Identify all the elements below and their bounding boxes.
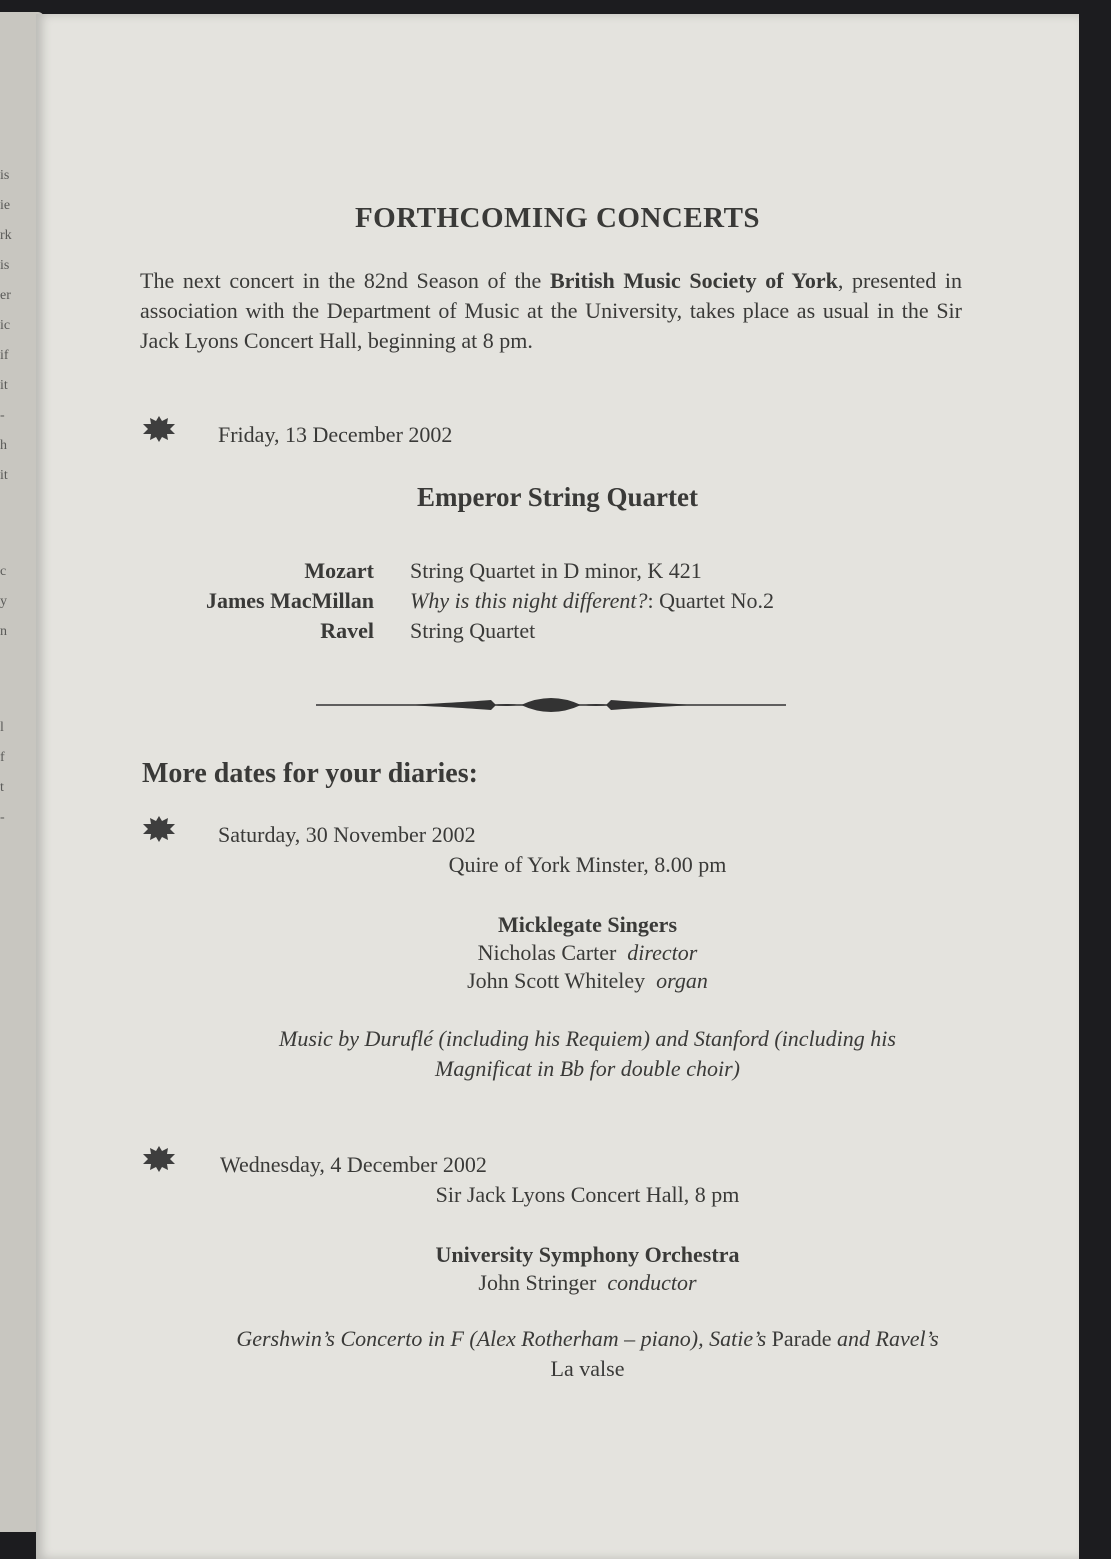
- starburst-bullet-icon: [142, 816, 176, 842]
- event-description: La valse: [550, 1356, 625, 1381]
- event-description: Music by Duruflé (including his Requiem) and Stanford (including his: [279, 1026, 896, 1051]
- page-fragment: it: [0, 378, 8, 393]
- page-fragment: er: [0, 288, 11, 303]
- page-fragment: l: [0, 720, 4, 735]
- page-fragment: ie: [0, 198, 11, 213]
- event-date: Saturday, 30 November 2002: [218, 822, 476, 847]
- page-fragment: n: [0, 624, 7, 639]
- page-fragment: -: [0, 810, 5, 825]
- page-fragment: ic: [0, 318, 11, 333]
- page-fragment: c: [0, 564, 7, 579]
- starburst-bullet-icon: [142, 1146, 176, 1172]
- page-fragment: if: [0, 348, 9, 363]
- intro-text-rest: , presented in association with the Department of Music at the University, takes place as usual in the Sir Jack Lyons Concert Hall, beginning at 8 pm.: [140, 268, 962, 353]
- page-fragment: t: [0, 780, 4, 795]
- work-title: String Quartet in D minor, K 421: [410, 558, 702, 583]
- composer: James MacMillan: [205, 588, 374, 613]
- page-fragment: is: [0, 168, 10, 183]
- programme-row: [36, 586, 1079, 616]
- composer: Mozart: [304, 558, 374, 583]
- event-description: Gershwin’s Concerto in F (Alex Rotherham – piano), Satie’s Parade and Ravel’s: [236, 1326, 939, 1351]
- document-page: [36, 14, 1079, 1559]
- event-performer: John Stringer conductor: [478, 1270, 697, 1295]
- event-venue: Quire of York Minster, 8.00 pm: [448, 852, 727, 877]
- page-fragment: is: [0, 258, 10, 273]
- next-concert-ensemble: Emperor String Quartet: [417, 482, 698, 512]
- ornamental-divider-icon: [316, 690, 786, 718]
- work-title: String Quartet: [410, 618, 536, 643]
- society-name: British Music Society of York: [549, 268, 838, 293]
- programme-row: [36, 556, 1079, 586]
- programme-row: [36, 616, 1079, 646]
- work-title: Why is this night different?: Quartet No.2: [410, 588, 774, 613]
- page-fragment: y: [0, 594, 7, 609]
- intro-paragraph: [140, 266, 962, 356]
- page-fragment: rk: [0, 228, 12, 243]
- next-concert-date: Friday, 13 December 2002: [218, 422, 453, 447]
- event-ensemble: Micklegate Singers: [497, 912, 678, 937]
- starburst-bullet-icon: [142, 416, 176, 442]
- page-fragment: h: [0, 438, 7, 453]
- page-fragment: -: [0, 408, 5, 423]
- programme-list: [36, 556, 1079, 646]
- event-date: Wednesday, 4 December 2002: [220, 1152, 487, 1177]
- composer: Ravel: [320, 618, 374, 643]
- event-description: Magnificat in Bb for double choir): [435, 1056, 740, 1081]
- page-title: FORTHCOMING CONCERTS: [354, 202, 761, 234]
- event-performer: Nicholas Carter director: [477, 940, 698, 965]
- event-performer: John Scott Whiteley organ: [467, 968, 708, 993]
- page-fragment: it: [0, 468, 8, 483]
- event-venue: Sir Jack Lyons Concert Hall, 8 pm: [435, 1182, 740, 1207]
- event-ensemble: University Symphony Orchestra: [435, 1242, 740, 1267]
- page-fragment: f: [0, 750, 5, 765]
- intro-text: The next concert in the 82nd Season of the: [140, 268, 550, 293]
- more-dates-heading: More dates for your diaries:: [142, 758, 478, 789]
